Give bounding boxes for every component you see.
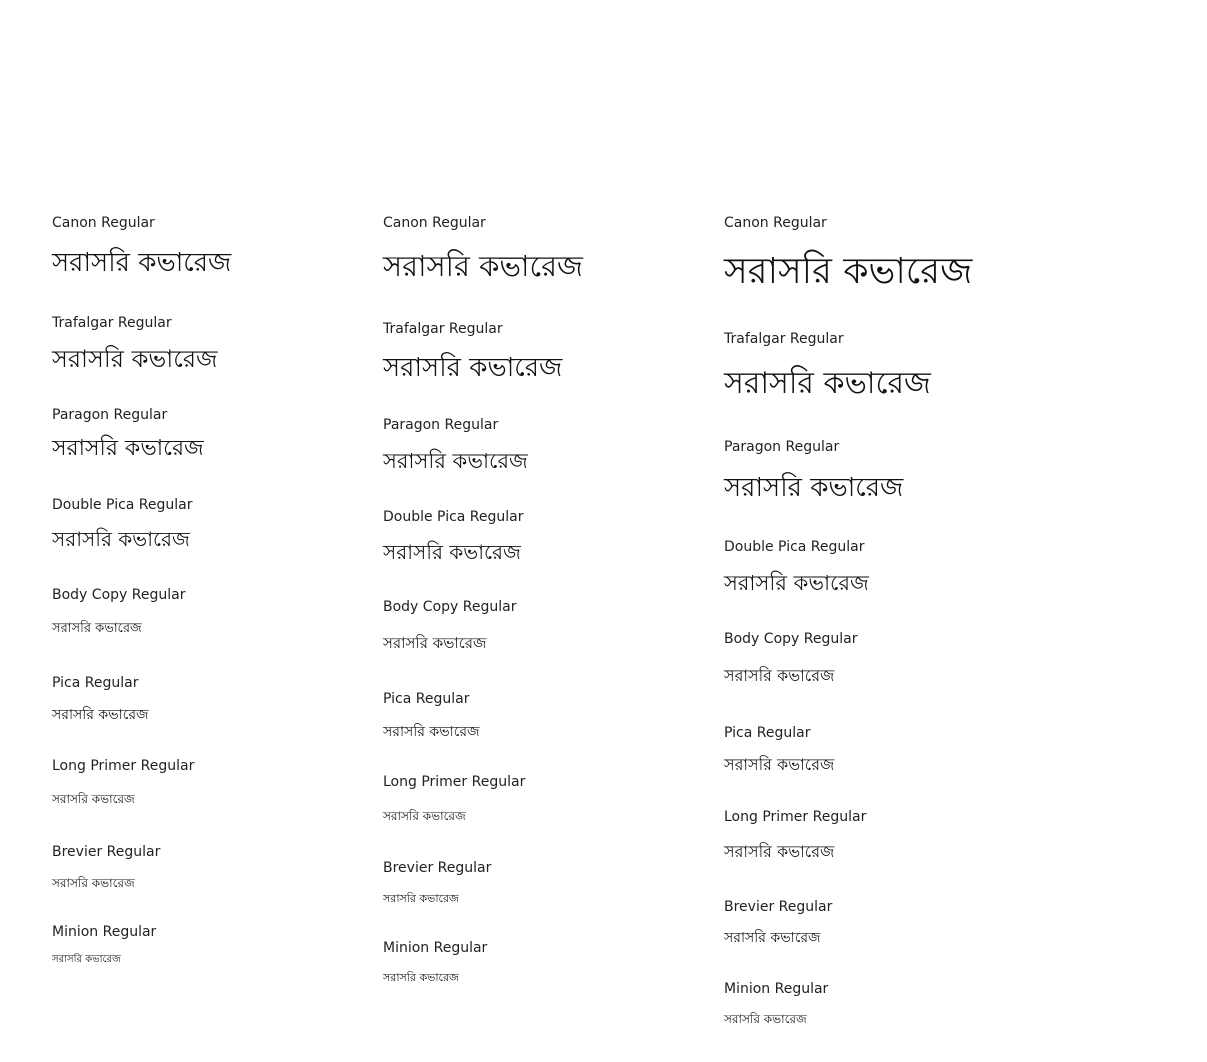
sample-text-brevier: সরাসরি কভারেজ bbox=[52, 876, 135, 890]
sample-text-canon: সরাসরি কভারেজ bbox=[724, 251, 973, 292]
sample-text-pica: সরাসরি কভারেজ bbox=[383, 724, 480, 740]
sample-text-canon: সরাসরি কভারেজ bbox=[52, 248, 232, 278]
sample-text-trafalgar: সরাসরি কভারেজ bbox=[383, 353, 563, 383]
style-label-trafalgar: Trafalgar Regular bbox=[52, 315, 172, 331]
style-label-trafalgar: Trafalgar Regular bbox=[724, 331, 844, 347]
style-label-brevier: Brevier Regular bbox=[52, 844, 161, 860]
sample-text-long-primer: সরাসরি কভারেজ bbox=[724, 842, 835, 861]
style-label-minion: Minion Regular bbox=[383, 940, 488, 956]
sample-text-trafalgar: সরাসরি কভারেজ bbox=[52, 345, 218, 373]
style-label-body-copy: Body Copy Regular bbox=[383, 599, 517, 615]
style-label-paragon: Paragon Regular bbox=[724, 439, 840, 455]
style-label-double-pica: Double Pica Regular bbox=[724, 539, 865, 555]
sample-text-body-copy: সরাসরি কভারেজ bbox=[724, 666, 835, 685]
sample-text-minion: সরাসরি কভারেজ bbox=[383, 971, 459, 984]
style-label-body-copy: Body Copy Regular bbox=[724, 631, 858, 647]
sample-text-double-pica: সরাসরি কভারেজ bbox=[724, 571, 869, 595]
style-label-trafalgar: Trafalgar Regular bbox=[383, 321, 503, 337]
sample-text-paragon: সরাসরি কভারেজ bbox=[383, 449, 528, 473]
style-label-body-copy: Body Copy Regular bbox=[52, 587, 186, 603]
sample-text-brevier: সরাসরি কভারেজ bbox=[724, 930, 821, 946]
style-label-brevier: Brevier Regular bbox=[383, 860, 492, 876]
style-label-minion: Minion Regular bbox=[52, 924, 157, 940]
sample-text-pica: সরাসরি কভারেজ bbox=[52, 707, 149, 723]
style-label-canon: Canon Regular bbox=[383, 215, 486, 231]
style-label-long-primer: Long Primer Regular bbox=[383, 774, 526, 790]
style-label-long-primer: Long Primer Regular bbox=[52, 758, 195, 774]
style-label-double-pica: Double Pica Regular bbox=[383, 509, 524, 525]
sample-text-paragon: সরাসরি কভারেজ bbox=[724, 473, 904, 503]
sample-text-minion: সরাসরি কভারেজ bbox=[724, 1012, 807, 1026]
sample-text-double-pica: সরাসরি কভারেজ bbox=[383, 540, 521, 564]
sample-text-body-copy: সরাসরি কভারেজ bbox=[383, 634, 487, 652]
style-label-minion: Minion Regular bbox=[724, 981, 829, 997]
style-label-pica: Pica Regular bbox=[383, 691, 470, 707]
sample-text-long-primer: সরাসরি কভারেজ bbox=[383, 809, 466, 823]
sample-text-body-copy: সরাসরি কভারেজ bbox=[52, 621, 142, 636]
sample-text-brevier: সরাসরি কভারেজ bbox=[383, 892, 459, 905]
sample-text-pica: সরাসরি কভারেজ bbox=[724, 755, 835, 774]
style-label-brevier: Brevier Regular bbox=[724, 899, 833, 915]
sample-text-minion: সরাসরি কভারেজ bbox=[52, 954, 121, 965]
style-label-canon: Canon Regular bbox=[52, 215, 155, 231]
style-label-canon: Canon Regular bbox=[724, 215, 827, 231]
sample-text-canon: সরাসরি কভারেজ bbox=[383, 249, 584, 283]
style-label-pica: Pica Regular bbox=[52, 675, 139, 691]
sample-text-long-primer: সরাসরি কভারেজ bbox=[52, 792, 135, 806]
sample-text-double-pica: সরাসরি কভারেজ bbox=[52, 527, 190, 551]
style-label-pica: Pica Regular bbox=[724, 725, 811, 741]
style-label-paragon: Paragon Regular bbox=[383, 417, 499, 433]
style-label-double-pica: Double Pica Regular bbox=[52, 497, 193, 513]
style-label-paragon: Paragon Regular bbox=[52, 407, 168, 423]
sample-text-trafalgar: সরাসরি কভারেজ bbox=[724, 366, 931, 401]
style-label-long-primer: Long Primer Regular bbox=[724, 809, 867, 825]
sample-text-paragon: সরাসরি কভারেজ bbox=[52, 436, 204, 461]
